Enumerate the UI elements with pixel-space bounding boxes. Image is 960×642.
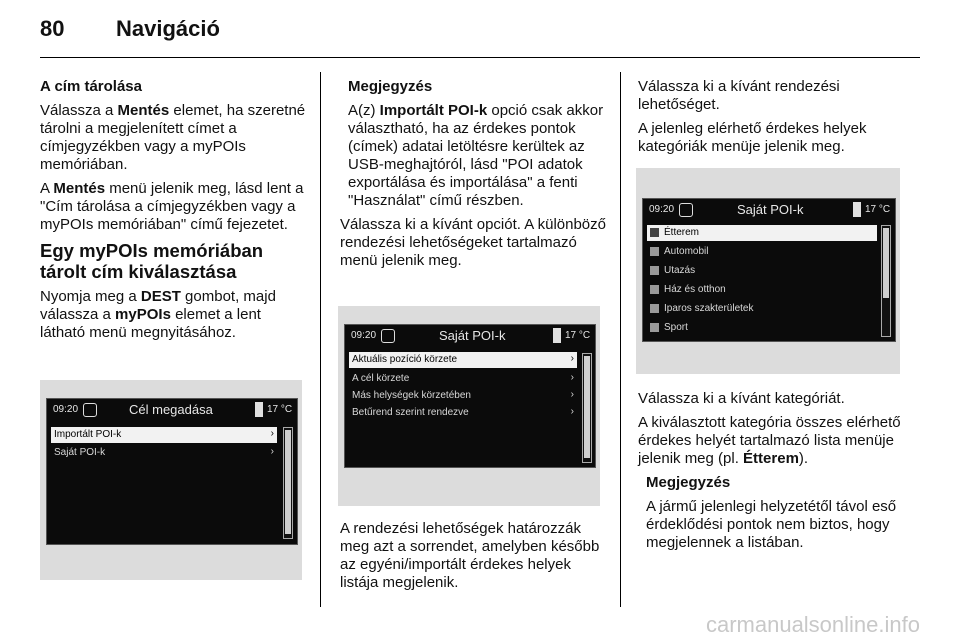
clock-icon xyxy=(679,203,693,217)
text-run: A xyxy=(40,180,54,197)
text-run: A(z) xyxy=(348,102,380,119)
watermark: carmanualsonline.info xyxy=(705,612,920,637)
text-run: opció csak akkor választható, ha az érdekes pontok (címek) adatai letöltésre kerültek az USB-meghajtóról, lásd "POI adatok exportálása és importálása" a fenti "Használat" című részben. xyxy=(348,102,604,209)
clock-icon xyxy=(83,403,97,417)
chevron-right-icon: › xyxy=(570,372,574,383)
category-label: Ház és otthon xyxy=(664,284,726,295)
menu-item-other-localities[interactable] xyxy=(349,388,577,404)
note-heading: Megjegyzés xyxy=(646,474,731,491)
category-label: Automobil xyxy=(664,246,709,257)
section-heading-store-address: A cím tárolása xyxy=(40,78,142,95)
category-item-automobile[interactable] xyxy=(647,244,877,260)
scrollbar-thumb[interactable] xyxy=(584,356,590,458)
restaurant-icon xyxy=(650,228,659,237)
text-run: ). xyxy=(798,450,809,467)
note-text xyxy=(646,498,913,552)
paragraph xyxy=(340,520,610,592)
paragraph xyxy=(638,78,910,114)
category-item-travel[interactable] xyxy=(647,263,877,279)
clock-time: 09:20 xyxy=(53,404,79,415)
status-bar xyxy=(345,325,595,347)
text-run: Válassza ki a kívánt kategóriát. xyxy=(638,390,845,407)
column-2 xyxy=(340,78,610,276)
chevron-right-icon: › xyxy=(270,446,274,457)
thermometer-icon xyxy=(853,202,861,217)
status-bar xyxy=(47,399,297,421)
menu-item-label: Aktuális pozíció körzete xyxy=(352,354,458,365)
clock-icon xyxy=(381,329,395,343)
page-number: 80 xyxy=(40,16,65,41)
section-heading-select-mypois: Egy myPOIs memóriában tárolt cím kiválasztása xyxy=(40,240,264,282)
text-run: elemet a lent látható menü megnyitásához. xyxy=(40,306,261,341)
paragraph xyxy=(638,414,913,468)
column-2-bottom xyxy=(340,520,610,598)
menu-item-current-position[interactable] xyxy=(349,352,577,368)
paragraph xyxy=(638,390,913,408)
paragraph xyxy=(40,180,308,234)
house-icon xyxy=(650,285,659,294)
clock-time: 09:20 xyxy=(649,204,675,215)
paragraph xyxy=(340,216,610,270)
page-header xyxy=(0,0,960,62)
display-screen xyxy=(46,398,298,545)
bold-term: myPOIs xyxy=(115,306,171,323)
text-run: elemet, ha szeretné tárolni a megjelenített címet a címjegyzékben vagy a myPOIs memóriában. xyxy=(40,102,306,173)
category-item-trades[interactable] xyxy=(647,301,877,317)
bold-term: Étterem xyxy=(743,450,799,467)
text-run: Válassza ki a kívánt opciót. A különböző rendezési lehetőségeket tartalmazó menü jelenik meg. xyxy=(340,216,606,269)
chevron-right-icon: › xyxy=(570,389,574,400)
chevron-right-icon: › xyxy=(570,406,574,417)
bold-term: Mentés xyxy=(117,102,170,119)
bold-term: Importált POI-k xyxy=(379,102,488,119)
text-run: A jármű jelenlegi helyzetétől távol eső érdeklődési pontok nem biztos, hogy megjelennek a listában. xyxy=(646,498,897,551)
screen-title: Saját POI-k xyxy=(737,202,804,217)
column-1 xyxy=(40,78,308,348)
menu-item-label: Saját POI-k xyxy=(54,447,106,458)
menu-item-alphabetical[interactable] xyxy=(349,405,577,421)
display-screen xyxy=(344,324,596,468)
note-block xyxy=(340,78,610,210)
text-run: Válassza ki a kívánt rendezési lehetőséget. xyxy=(638,78,840,113)
category-label: Étterem xyxy=(664,227,700,238)
menu-item-imported-poi[interactable] xyxy=(51,427,277,443)
screen-title: Cél megadása xyxy=(129,402,213,417)
menu-item-label: Importált POI-k xyxy=(54,429,122,440)
paragraph xyxy=(40,102,308,174)
text-run: menü jelenik meg, lásd lent a "Cím tárolása a címjegyzékben vagy a myPOIs memóriában" című fejezetet. xyxy=(40,180,304,233)
scrollbar-thumb[interactable] xyxy=(285,430,291,534)
chevron-right-icon: › xyxy=(570,353,574,364)
category-item-sport[interactable] xyxy=(647,320,877,336)
display-screen xyxy=(642,198,896,342)
clock-time: 09:20 xyxy=(351,330,377,341)
scrollbar[interactable] xyxy=(881,225,891,337)
paragraph xyxy=(40,288,308,342)
screenshot-poi-categories xyxy=(636,168,900,374)
column-divider-2 xyxy=(620,72,621,607)
category-label: Utazás xyxy=(664,265,696,276)
note-text xyxy=(348,102,610,210)
screenshot-destination-entry xyxy=(40,380,302,580)
tools-icon xyxy=(650,304,659,313)
column-divider-1 xyxy=(320,72,321,607)
text-run: A rendezési lehetőségek határozzák meg azt a sorrendet, amelyben később az egyéni/importált érdekes helyek listája megjelenik. xyxy=(340,520,600,591)
scrollbar[interactable] xyxy=(283,427,293,539)
sport-icon xyxy=(650,323,659,332)
scrollbar-thumb[interactable] xyxy=(883,228,889,298)
travel-icon xyxy=(650,266,659,275)
text-run: Nyomja meg a xyxy=(40,288,141,305)
status-bar xyxy=(643,199,895,221)
menu-item-label: Más helységek körzetében xyxy=(352,390,471,401)
chevron-right-icon: › xyxy=(270,428,274,439)
menu-item-destination-area[interactable] xyxy=(349,371,577,387)
text-run: A kiválasztott kategória összes elérhető érdekes helyét tartalmazó lista menüje jelenik meg (pl. xyxy=(638,414,901,467)
column-3-bottom xyxy=(638,390,913,558)
thermometer-icon xyxy=(255,402,263,417)
category-label: Sport xyxy=(664,322,688,333)
text-run: gombot, majd válassza a xyxy=(40,288,276,323)
category-item-home[interactable] xyxy=(647,282,877,298)
note-heading: Megjegyzés xyxy=(348,78,433,95)
temperature: 17 °C xyxy=(267,404,293,415)
thermometer-icon xyxy=(553,328,561,343)
text-run: A jelenleg elérhető érdekes helyek kategóriák menüje jelenik meg. xyxy=(638,120,867,155)
menu-item-label: A cél körzete xyxy=(352,373,410,384)
paragraph xyxy=(638,120,910,156)
note-block xyxy=(638,474,913,552)
menu-item-my-poi[interactable] xyxy=(51,445,277,461)
screen-title: Saját POI-k xyxy=(439,328,506,343)
screenshot-my-poi-sort xyxy=(338,306,600,506)
car-icon xyxy=(650,247,659,256)
column-3 xyxy=(638,78,910,162)
menu-item-label: Betűrend szerint rendezve xyxy=(352,407,469,418)
temperature: 17 °C xyxy=(865,204,891,215)
temperature: 17 °C xyxy=(565,330,591,341)
text-run: Válassza a xyxy=(40,102,118,119)
page-title: Navigáció xyxy=(116,16,220,41)
bold-term: DEST xyxy=(140,288,181,305)
category-item-restaurant[interactable] xyxy=(647,225,877,241)
bold-term: Mentés xyxy=(53,180,106,197)
header-rule xyxy=(40,57,920,58)
scrollbar[interactable] xyxy=(582,353,592,463)
category-label: Iparos szakterületek xyxy=(664,303,754,314)
